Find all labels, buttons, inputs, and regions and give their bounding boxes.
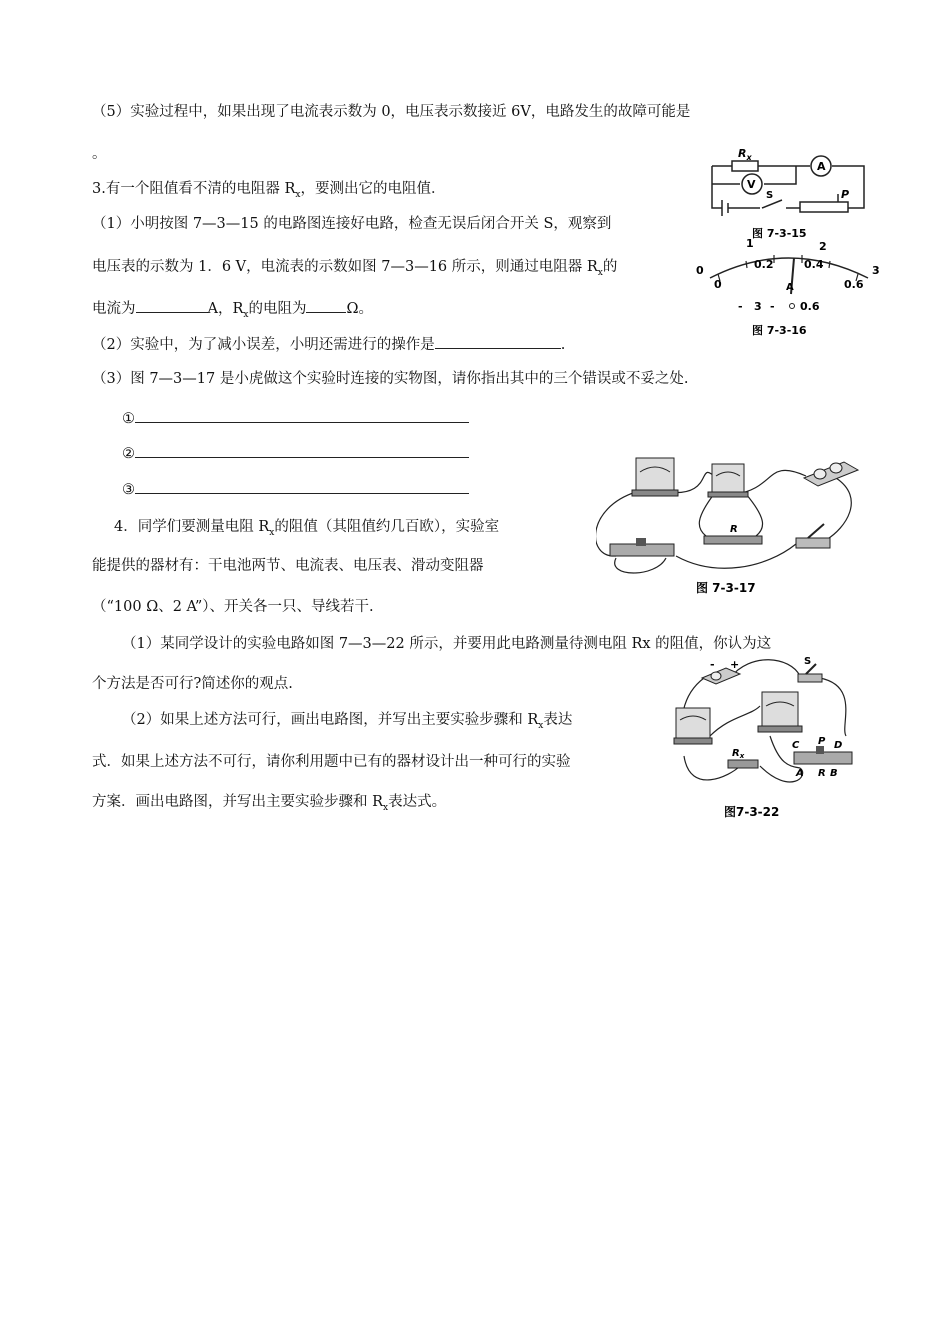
svg-text:-: - (738, 300, 743, 313)
svg-text:0.6: 0.6 (844, 278, 864, 291)
figure-7-3-22 (670, 656, 870, 822)
svg-text:S: S (804, 656, 812, 667)
operation-blank[interactable] (435, 334, 561, 349)
q4-part1-line2: 个方法是否可行?简述你的观点. (92, 676, 293, 692)
q4-part1-line1: （1）某同学设计的实验电路如图 7—3—22 所示，并要用此电路测量待测电阻 Rx 的阻值，你认为这 (122, 636, 772, 652)
svg-text:0: 0 (714, 278, 722, 291)
q4-line3: （“100 Ω、2 A”）、开关各一只、导线若干. (92, 599, 374, 615)
voltmeter-icon (758, 692, 802, 732)
q3-item-1: ① (122, 408, 469, 429)
svg-text:P: P (818, 736, 826, 747)
q2-5-end: 。 (92, 146, 107, 162)
svg-text:R: R (730, 524, 738, 535)
svg-text:Rx: $R_x$ (732, 748, 745, 760)
figure-7-3-17 (596, 448, 866, 600)
svg-text:C: C (792, 740, 800, 751)
svg-text:D: D (834, 740, 843, 751)
svg-text:0.6: 0.6 (800, 300, 820, 313)
svg-text:-: - (770, 300, 775, 313)
svg-text:A: A (786, 282, 794, 293)
q3-part1-line3: 电流为 A，$R_x$的电阻为 Ω。 (92, 298, 373, 325)
svg-text:A: A (817, 160, 826, 173)
ammeter-icon (674, 708, 712, 744)
svg-text:2: 2 (819, 240, 827, 253)
svg-text:R: R (818, 768, 826, 779)
svg-text:Rx: $R_x$ (738, 147, 752, 162)
item-2-blank[interactable] (135, 443, 469, 458)
q3-part1-line2: 电压表的示数为 1．6 V，电流表的示数如图 7—3—16 所示，则通过电阻器 $R_x$的 (92, 259, 618, 278)
svg-text:0.2: 0.2 (754, 258, 774, 271)
q3-part1-line1: （1）小明按图 7—3—15 的电路图连接好电路，检查无误后闭合开关 S，观察到 (92, 216, 612, 232)
item-3-blank[interactable] (135, 479, 469, 494)
battery-icon (804, 462, 858, 486)
q3-item-3: ③ (122, 479, 469, 500)
q3-item-2: ② (122, 443, 469, 464)
svg-text:P: P (841, 188, 850, 201)
svg-text:V: V (747, 178, 756, 191)
svg-text:图 7-3-15: 图 7-3-15 (752, 227, 807, 240)
voltmeter-icon (708, 464, 748, 497)
item-1-blank[interactable] (135, 408, 469, 423)
q4-part2-line2: 式．如果上述方法不可行，请你利用题中已有的器材设计出一种可行的实验 (92, 754, 571, 770)
svg-text:图7-3-22: 图7-3-22 (724, 805, 780, 819)
q2-5-text: （5）实验过程中，如果出现了电流表示数为 0，电压表示数接近 6V，电路发生的故障可能是 (92, 104, 691, 120)
svg-text:1: 1 (746, 238, 754, 250)
current-blank[interactable] (136, 298, 208, 313)
figure-7-3-16 (688, 238, 888, 342)
svg-text:A: A (796, 768, 804, 779)
svg-text:+: + (730, 658, 740, 671)
svg-text:3: 3 (754, 300, 762, 313)
svg-text:S: S (766, 190, 774, 201)
q3-part2: （2）实验中，为了减小误差，小明还需进行的操作是 . (92, 334, 565, 355)
svg-text:B: B (830, 768, 838, 779)
svg-text:0.4: 0.4 (804, 258, 824, 271)
q4-line2: 能提供的器材有：干电池两节、电流表、电压表、滑动变阻器 (92, 558, 484, 574)
q4-part2-line1: （2）如果上述方法可行，画出电路图，并写出主要实验步骤和 $R_x$表达 (122, 712, 573, 731)
rheostat-icon (610, 538, 674, 556)
q3-title: 3.有一个阻值看不清的电阻器 $R_x$，要测出它的电阻值． (92, 181, 446, 200)
q4-part2-line3: 方案．画出电路图，并写出主要实验步骤和 $R_x$表达式。 (92, 794, 447, 813)
svg-text:-: - (710, 658, 715, 671)
q4-line1: 4．同学们要测量电阻 $R_x$的阻值（其阻值约几百欧），实验室 (114, 519, 500, 538)
figure-7-3-15 (700, 140, 880, 240)
svg-text:0: 0 (696, 264, 704, 277)
svg-text:图 7-3-16: 图 7-3-16 (752, 324, 807, 337)
resistor-rx-icon (732, 161, 758, 171)
resistor-r-icon (704, 536, 762, 544)
svg-text:3: 3 (872, 264, 880, 277)
switch-icon (796, 524, 830, 548)
resistance-blank[interactable] (306, 298, 346, 313)
q3-part3: （3）图 7—3—17 是小虎做这个实验时连接的实物图，请你指出其中的三个错误或不妥之处. (92, 371, 689, 387)
resistor-rx-icon (728, 760, 758, 768)
svg-text:图 7-3-17: 图 7-3-17 (696, 581, 756, 595)
ammeter-icon (632, 458, 678, 496)
rheostat-icon (800, 202, 848, 212)
rheostat-icon (794, 746, 852, 764)
